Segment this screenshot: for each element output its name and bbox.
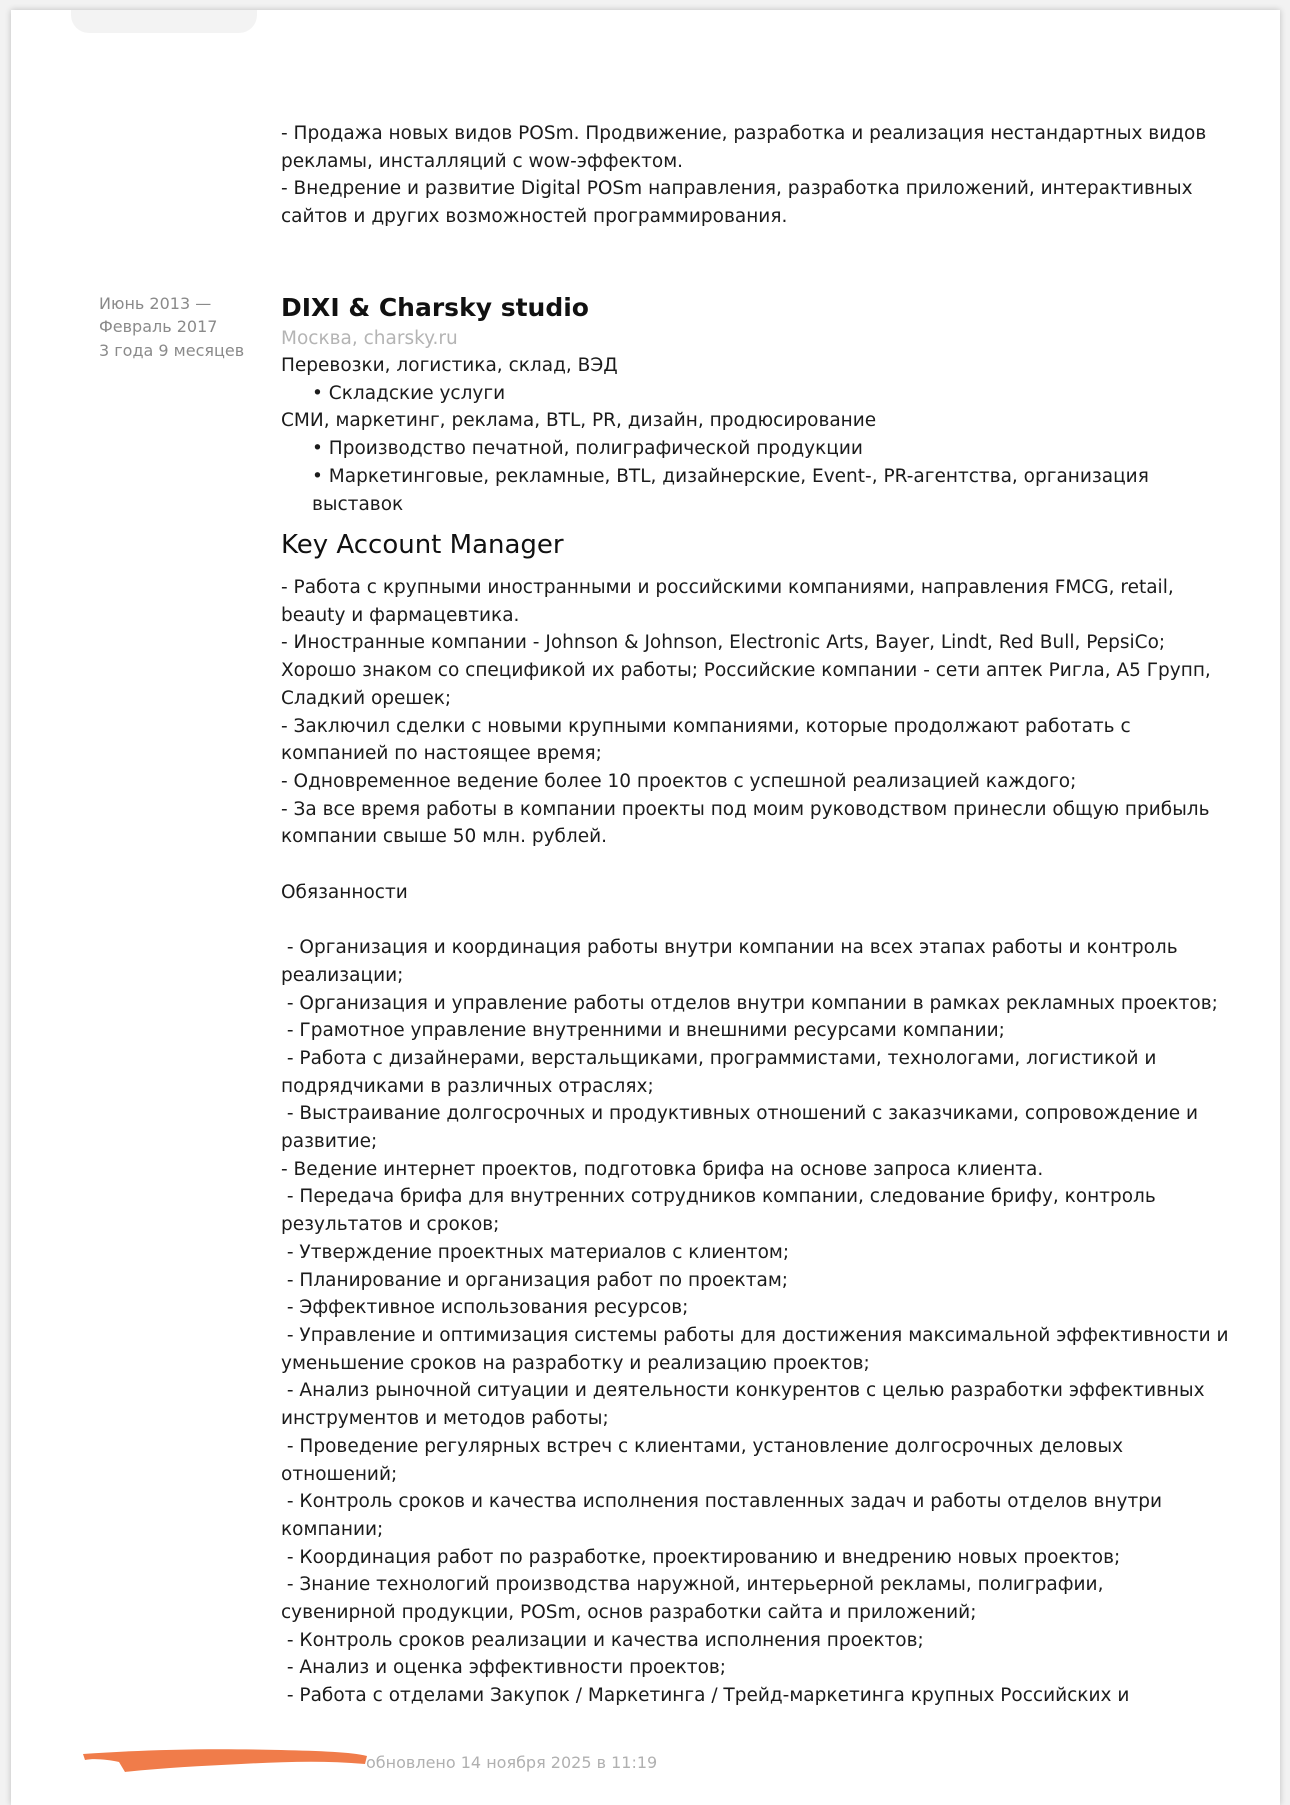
- job-description: [281, 574, 1241, 1710]
- period-line: Июнь 2013 —: [99, 294, 212, 313]
- period-line: 3 года 9 месяцев: [99, 340, 245, 360]
- description-line: [281, 906, 1241, 934]
- company-location: Москва, charsky.ru: [281, 328, 458, 349]
- description-line: - Работа с дизайнерами, верстальщиками, программистами, технологами, логистикой и: [281, 1047, 1157, 1069]
- description-line: - Ведение интернет проектов, подготовка брифа на основе запроса клиента.: [281, 1158, 1044, 1180]
- description-line: сувенирной продукции, POSm, основ разработки сайта и приложений;: [281, 1602, 977, 1624]
- previous-job-description: [281, 120, 1241, 231]
- description-line: реализации;: [281, 964, 404, 986]
- description-line: - Организация и управление работы отделов внутри компании в рамках рекламных проектов;: [281, 992, 1218, 1014]
- description-line: сайтов и других возможностей программирования.: [281, 206, 788, 228]
- description-line: - Управление и оптимизация системы работы для достижения максимальной эффективности и: [281, 1324, 1229, 1346]
- industry-item: СМИ, маркетинг, реклама, BTL, PR, дизайн, продюсирование: [281, 410, 877, 432]
- update-date-text: обновлено 14 ноября 2025 в 11:19: [366, 1753, 658, 1772]
- description-line: - Знание технологий производства наружной, интерьерной рекламы, полиграфии,: [281, 1574, 1104, 1596]
- industry-item: Перевозки, логистика, склад, ВЭД: [281, 355, 618, 376]
- description-line: отношений;: [281, 1463, 398, 1485]
- period-line: Февраль 2017: [99, 317, 218, 337]
- description-line: - Планирование и организация работ по проектам;: [281, 1269, 789, 1291]
- description-line: результатов и сроков;: [281, 1214, 500, 1236]
- description-line: Хорошо знаком со спецификой их работы; Российские компании - сети аптек Ригла, А5 Групп,: [281, 660, 1211, 682]
- description-line: - Работа с отделами Закупок / Маркетинга / Трейд-маркетинга крупных Российских и: [281, 1685, 1130, 1707]
- description-line: уменьшение сроков на разработку и реализацию проектов;: [281, 1352, 870, 1374]
- description-line: - Иностранные компании - Johnson & Johnson, Electronic Arts, Bayer, Lindt, Red Bull, PepsiCo;: [281, 632, 1166, 654]
- description-line: - Контроль сроков и качества исполнения поставленных задач и работы отделов внутри: [281, 1491, 1162, 1513]
- description-line: - Одновременное ведение более 10 проектов с успешной реализацией каждого;: [281, 770, 1077, 792]
- description-line: инструментов и методов работы;: [281, 1408, 609, 1430]
- job-position: Key Account Manager: [281, 530, 564, 560]
- industry-subitem: • Производство печатной, полиграфической продукции: [312, 438, 863, 460]
- description-line: - Утверждение проектных материалов с клиентом;: [281, 1241, 790, 1263]
- industry-subitem: выставок: [312, 493, 404, 515]
- description-line: - Грамотное управление внутренними и внешними ресурсами компании;: [281, 1020, 1005, 1042]
- description-line: подрядчиками в различных отраслях;: [281, 1075, 654, 1097]
- description-line: - Выстраивание долгосрочных и продуктивных отношений с заказчиками, сопровождение и: [281, 1103, 1199, 1125]
- top-tab-shape: [71, 10, 257, 33]
- description-line: - Заключил сделки с новыми крупными компаниями, которые продолжают работать с: [281, 715, 1131, 737]
- description-line: - Анализ рыночной ситуации и деятельности конкурентов с целью разработки эффективных: [281, 1380, 1205, 1402]
- description-line: Обязанности: [281, 881, 408, 903]
- description-line: [281, 851, 1241, 879]
- industry-subitem: • Маркетинговые, рекламные, BTL, дизайнерские, Event-, PR-агентства, организация: [312, 465, 1149, 487]
- redaction-scribble: [81, 1746, 371, 1776]
- description-line: - Контроль сроков реализации и качества исполнения проектов;: [281, 1629, 924, 1651]
- description-line: компании свыше 50 млн. рублей.: [281, 826, 608, 848]
- industry-subitem: • Складские услуги: [312, 382, 506, 404]
- description-line: компанией по настоящее время;: [281, 743, 602, 765]
- resume-page: [11, 10, 1280, 1805]
- description-line: - Проведение регулярных встреч с клиентами, установление долгосрочных деловых: [281, 1435, 1124, 1457]
- description-line: - Координация работ по разработке, проектированию и внедрению новых проектов;: [281, 1546, 1121, 1568]
- description-line: - Внедрение и развитие Digital POSm направления, разработка приложений, интерактивных: [281, 178, 1193, 200]
- company-name: DIXI & Charsky studio: [281, 293, 589, 322]
- description-line: - Передача брифа для внутренних сотрудников компании, следование брифу, контроль: [281, 1186, 1156, 1208]
- description-line: - Эффективное использования ресурсов;: [281, 1297, 689, 1319]
- description-line: рекламы, инсталляций с wow-эффектом.: [281, 150, 684, 172]
- description-line: Сладкий орешек;: [281, 687, 452, 709]
- description-line: - За все время работы в компании проекты под моим руководством принесли общую прибыль: [281, 798, 1210, 820]
- description-line: - Организация и координация работы внутри компании на всех этапах работы и контроль: [281, 937, 1178, 959]
- description-line: развитие;: [281, 1131, 378, 1153]
- employment-period: [99, 292, 259, 362]
- company-industries: [281, 352, 1241, 518]
- description-line: - Работа с крупными иностранными и российскими компаниями, направления FMCG, retail,: [281, 577, 1174, 598]
- description-line: - Продажа новых видов POSm. Продвижение, разработка и реализация нестандартных видов: [281, 123, 1207, 144]
- description-line: - Анализ и оценка эффективности проектов;: [281, 1657, 727, 1679]
- description-line: beauty и фармацевтика.: [281, 604, 520, 626]
- description-line: компании;: [281, 1518, 384, 1540]
